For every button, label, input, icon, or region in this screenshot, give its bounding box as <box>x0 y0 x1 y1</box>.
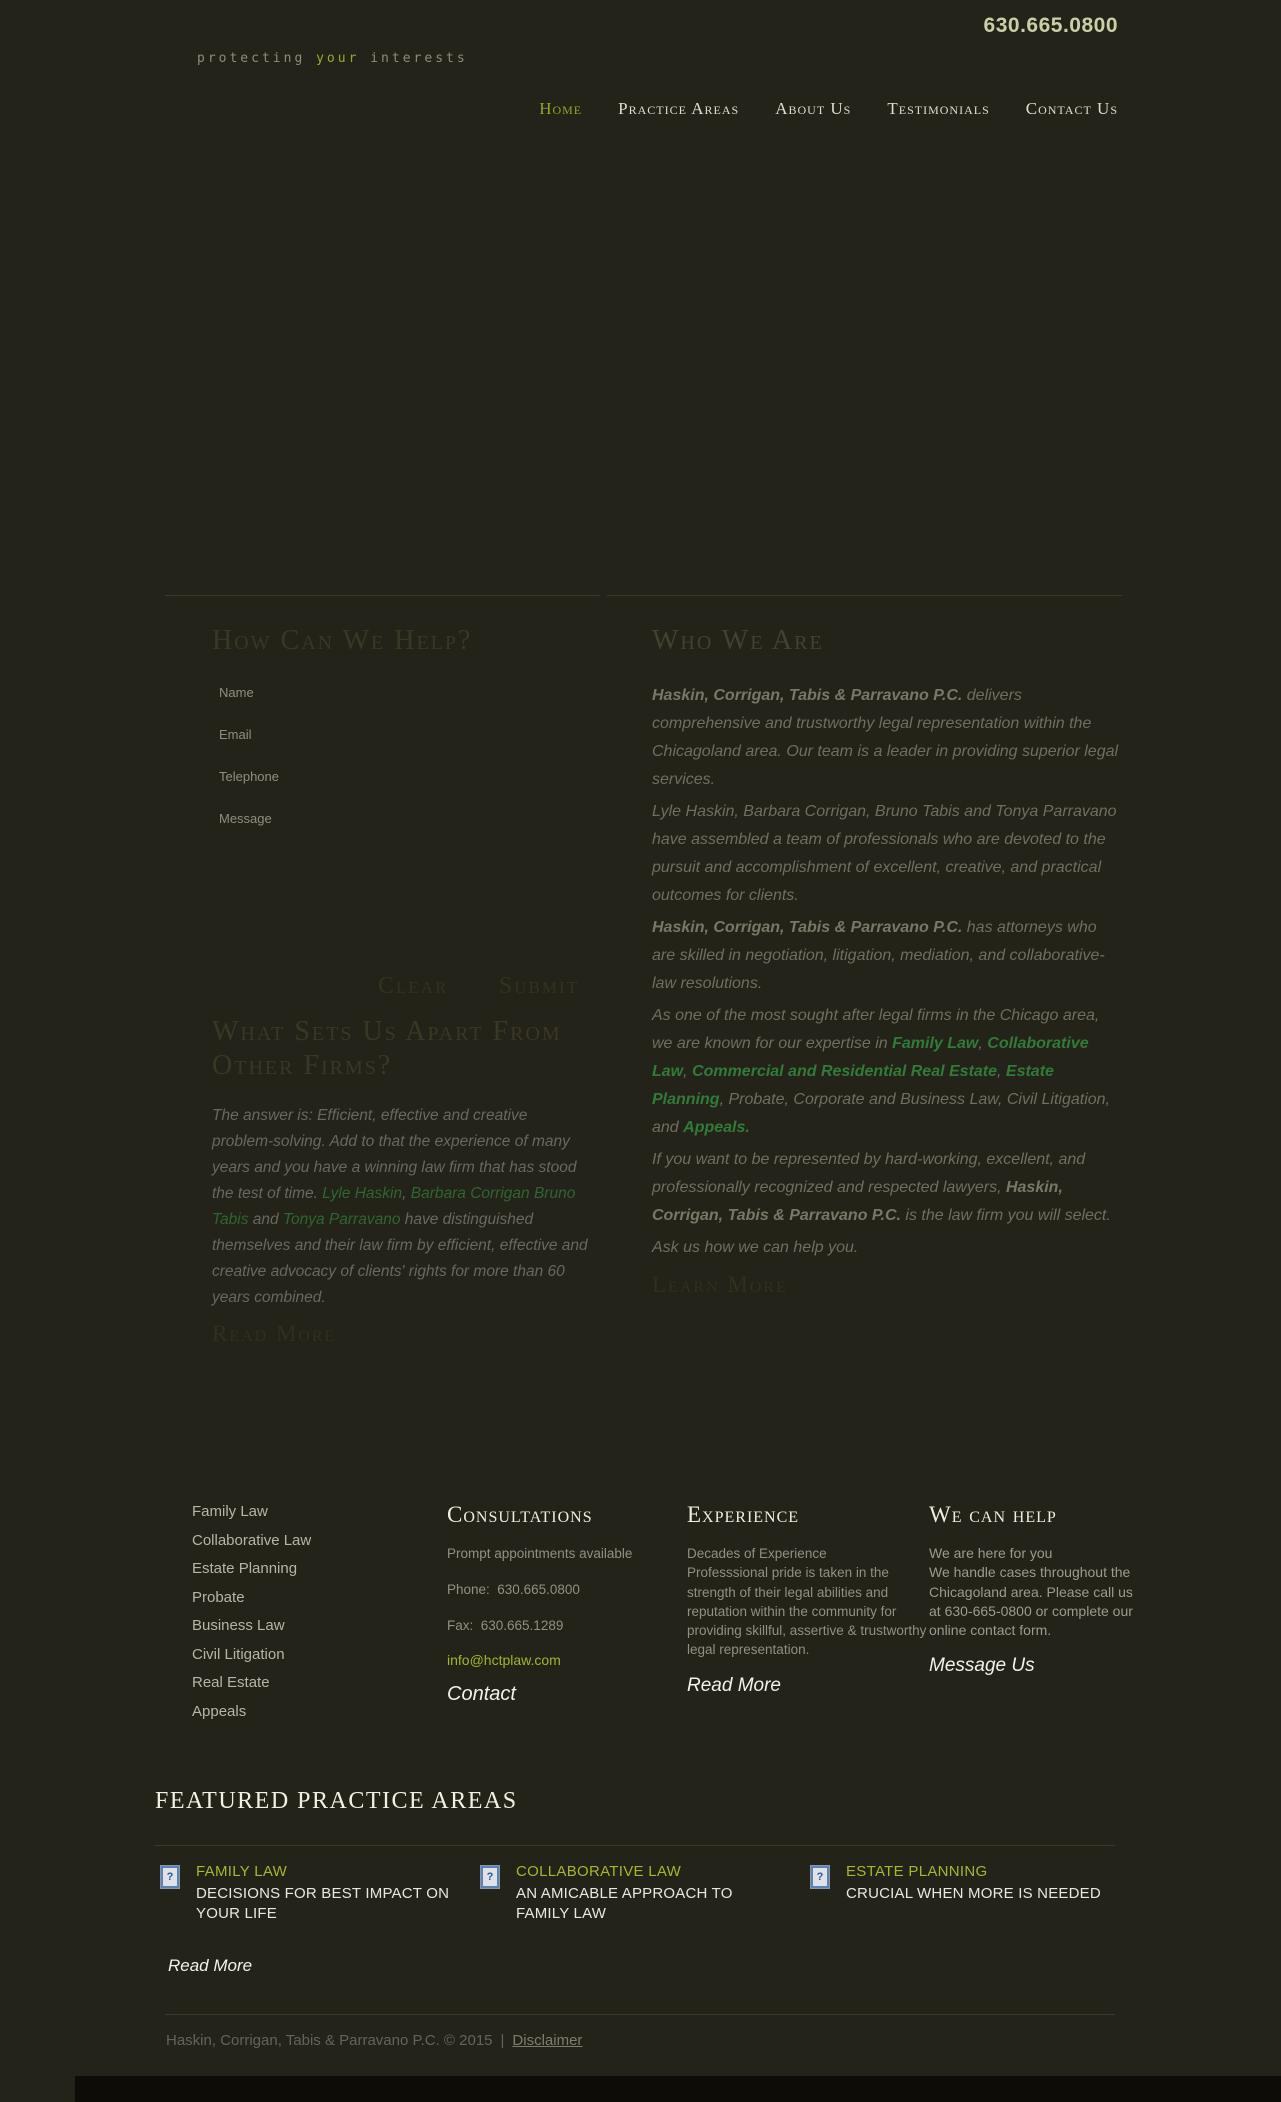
footer-consultations <box>447 1490 687 1706</box>
email-link[interactable]: info@hctplaw.com <box>447 1652 561 1668</box>
broken-image-icon: ? <box>810 1865 830 1889</box>
apart-text-1: The answer is: Efficient, effective and creative problem-solving. Add to that the experience of many years and you have a winning law firm that has stood the test of time. <box>212 1107 577 1202</box>
featured-item-subtitle: CRUCIAL WHEN MORE IS NEEDED <box>846 1885 1101 1902</box>
who-paragraph-6: Ask us how we can help you. <box>652 1239 859 1256</box>
link-commercial-residential-real-estate[interactable]: Commercial and Residential Real Estate <box>692 1063 998 1080</box>
featured-item-text <box>846 1862 1106 1924</box>
consultations-phone: Phone: 630.665.0800 <box>447 1582 580 1597</box>
featured-item-text <box>516 1862 776 1924</box>
who-p4-sep-2: , <box>683 1063 693 1080</box>
featured-item-collaborative-law[interactable] <box>480 1862 810 1924</box>
footer-we-can-help <box>929 1490 1144 1677</box>
form-row-message <box>219 808 600 962</box>
left-column <box>165 595 600 1347</box>
footer-link-business-law[interactable]: Business Law <box>192 1617 285 1634</box>
broken-image-icon: ? <box>160 1865 180 1889</box>
featured-item-title[interactable]: COLLABORATIVE LAW <box>516 1863 682 1880</box>
who-paragraph-4 <box>607 1002 1122 1142</box>
link-collaborative-law[interactable]: Collaborative Law <box>652 1035 1089 1080</box>
broken-image-icon: ? <box>480 1865 500 1889</box>
experience-text <box>687 1544 929 1660</box>
featured-items <box>160 1862 1281 1924</box>
nav-item-contact-us[interactable]: Contact Us <box>1025 99 1118 118</box>
copyright-divider <box>165 2014 1115 2015</box>
form-row-telephone <box>219 766 600 808</box>
who-p1-rest: delivers comprehensive and trustworthy legal representation within the Chicagoland area. Our team is a leader in providing superior legal services. <box>652 687 1119 788</box>
message-us-link[interactable]: Message Us <box>929 1655 1035 1677</box>
form-row-name <box>219 682 600 724</box>
main-nav <box>539 99 1118 119</box>
firm-name-bold: Haskin, Corrigan, Tabis & Parravano P.C. <box>652 687 963 704</box>
copyright-text: Haskin, Corrigan, Tabis & Parravano P.C. © 2015 <box>166 2032 493 2049</box>
experience-read-more-link[interactable]: Read More <box>687 1674 781 1696</box>
form-row-email <box>219 724 600 766</box>
apart-paragraph <box>165 1103 600 1311</box>
footer-practice-links <box>192 1490 442 1726</box>
featured-item-text <box>196 1862 456 1924</box>
apart-sep-2: and <box>248 1211 283 1228</box>
contact-form <box>165 682 600 1001</box>
footer-link-civil-litigation[interactable]: Civil Litigation <box>192 1645 285 1663</box>
clear-button[interactable]: Clear <box>372 972 454 1001</box>
featured-practice-areas <box>0 1780 1281 1976</box>
footer-link-collaborative-law[interactable]: Collaborative Law <box>192 1531 312 1549</box>
nav-item-about-us[interactable]: About Us <box>775 99 852 118</box>
footer-link-appeals[interactable]: Appeals <box>192 1702 247 1720</box>
we-can-help-body: We handle cases throughout the Chicagoland area. Please call us at 630-665-0800 or complete our online contact form. <box>929 1564 1133 1639</box>
tagline-pre: protecting <box>197 51 317 66</box>
apart-text-2: have distinguished themselves and their law firm by efficient, effective and creative advocacy of clients' rights for more than 60 years combined. <box>212 1211 588 1306</box>
apart-sep-1: , <box>402 1185 411 1202</box>
experience-line-1: Decades of Experience <box>687 1546 827 1561</box>
who-paragraph-3 <box>607 914 1122 998</box>
link-family-law[interactable]: Family Law <box>892 1035 979 1052</box>
copyright-separator: | <box>500 2032 505 2049</box>
we-can-help-title: We can help <box>929 1502 1057 1527</box>
header-phone-number: 630.665.0800 <box>983 14 1118 37</box>
message-label: Message <box>219 811 272 826</box>
apart-read-more-link[interactable]: Read More <box>212 1321 337 1346</box>
footer-experience <box>687 1490 929 1697</box>
tagline <box>197 51 468 66</box>
submit-button[interactable]: Submit <box>493 972 585 1001</box>
link-tonya-parravano[interactable]: Tonya Parravano <box>282 1211 401 1228</box>
help-form-title: How Can We Help? <box>212 625 473 656</box>
we-can-help-text <box>929 1544 1144 1640</box>
experience-title: Experience <box>687 1502 800 1527</box>
who-paragraph-2: Lyle Haskin, Barbara Corrigan, Bruno Tabis and Tonya Parravano have assembled a team of professionals who are devoted to the pursuit and accomplishment of excellent, creative, and practical outcomes for clients. <box>652 803 1117 904</box>
experience-body: Professsional pride is taken in the strength of their legal abilities and reputation within the community for providing skillful, assertive & trustworthy legal representation. <box>687 1565 927 1658</box>
who-paragraph-1 <box>607 682 1122 794</box>
footer-link-estate-planning[interactable]: Estate Planning <box>192 1560 298 1577</box>
message-textarea[interactable] <box>329 808 583 962</box>
who-p5-text-2: is the law firm you will select. <box>900 1207 1111 1224</box>
consultations-line: Prompt appointments available <box>447 1546 633 1561</box>
consultations-fax: Fax: 630.665.1289 <box>447 1618 564 1633</box>
footer-link-family-law[interactable]: Family Law <box>192 1503 268 1520</box>
who-we-are-title: Who We Are <box>652 625 824 656</box>
featured-item-title[interactable]: ESTATE PLANNING <box>846 1863 988 1880</box>
featured-item-subtitle: AN AMICABLE APPROACH TO FAMILY LAW <box>516 1885 733 1922</box>
right-column <box>607 595 1122 1298</box>
apart-title: What Sets Us Apart From Other Firms? <box>212 1016 562 1081</box>
disclaimer-link[interactable]: Disclaimer <box>512 2032 583 2049</box>
who-paragraph-5 <box>607 1146 1122 1230</box>
tagline-accent: your <box>316 51 360 66</box>
nav-item-home[interactable]: Home <box>539 99 583 118</box>
form-actions <box>219 972 600 1001</box>
footer-link-probate[interactable]: Probate <box>192 1588 245 1606</box>
name-input[interactable] <box>329 682 573 704</box>
link-appeals[interactable]: Appeals. <box>683 1119 750 1136</box>
who-p5-text-1: If you want to be represented by hard-working, excellent, and professionally recognized and respected lawyers, <box>652 1151 1086 1196</box>
featured-divider <box>155 1845 1115 1846</box>
we-can-help-line-1: We are here for you <box>929 1545 1053 1561</box>
featured-item-title[interactable]: FAMILY LAW <box>196 1863 288 1880</box>
who-p4-sep-3: , <box>997 1063 1006 1080</box>
telephone-input[interactable] <box>329 766 573 788</box>
who-p3-rest: has attorneys who are skilled in negotiation, litigation, mediation, and collaborative-law resolutions. <box>652 919 1105 992</box>
link-lyle-haskin[interactable]: Lyle Haskin <box>322 1185 403 1202</box>
bottom-strip <box>75 2076 1281 2102</box>
contact-link[interactable]: Contact <box>447 1683 516 1705</box>
footer-link-real-estate[interactable]: Real Estate <box>192 1674 270 1691</box>
learn-more-link[interactable]: Learn More <box>652 1272 788 1297</box>
nav-item-testimonials[interactable]: Testimonials <box>887 99 990 118</box>
email-input[interactable] <box>329 724 573 746</box>
who-p4-sep-1: , <box>978 1035 988 1052</box>
featured-item-family-law[interactable] <box>160 1862 480 1924</box>
telephone-label: Telephone <box>219 769 279 784</box>
copyright <box>166 2032 582 2049</box>
featured-title: FEATURED PRACTICE AREAS <box>155 1788 518 1814</box>
tagline-post: interests <box>359 51 468 66</box>
featured-item-estate-planning[interactable] <box>810 1862 1140 1924</box>
nav-item-practice-areas[interactable]: Practice Areas <box>618 99 740 118</box>
firm-name-bold: Haskin, Corrigan, Tabis & Parravano P.C. <box>652 1179 1063 1224</box>
who-p4-text-2: , Probate, Corporate and Business Law, Civil Litigation, and <box>652 1091 1110 1136</box>
consultations-title: Consultations <box>447 1502 593 1527</box>
email-label: Email <box>219 727 252 742</box>
name-label: Name <box>219 685 254 700</box>
who-p4-text-1: As one of the most sought after legal firms in the Chicago area, we are known for our expertise in <box>652 1007 1100 1052</box>
firm-name-bold: Haskin, Corrigan, Tabis & Parravano P.C. <box>652 919 963 936</box>
link-estate-planning[interactable]: Estate Planning <box>652 1063 1054 1108</box>
link-barbara-corrigan-bruno-tabis[interactable]: Barbara Corrigan Bruno Tabis <box>212 1185 576 1228</box>
featured-read-more-link[interactable]: Read More <box>168 1956 253 1975</box>
featured-item-subtitle: DECISIONS FOR BEST IMPACT ON YOUR LIFE <box>196 1885 450 1922</box>
